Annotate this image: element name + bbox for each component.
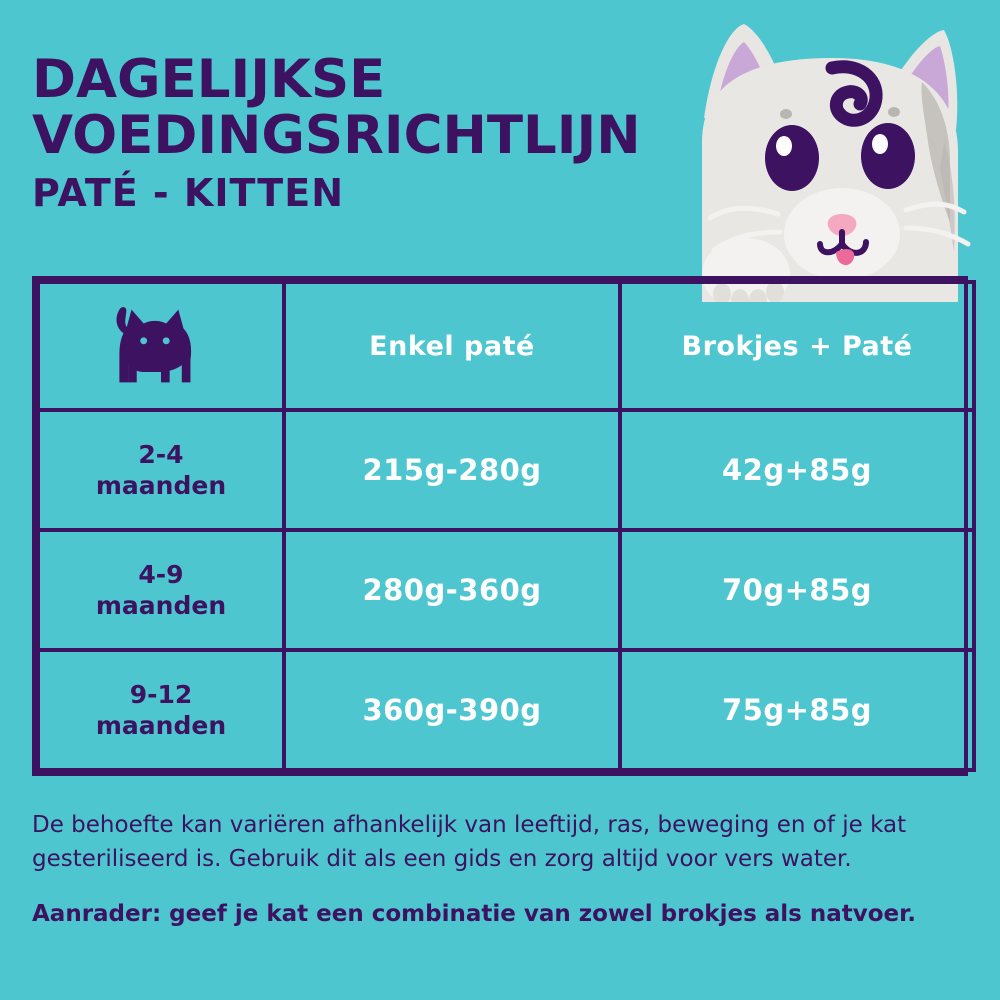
title-line-1: DAGELIJKSE [32,49,386,110]
age-line-1: 9-12 [129,680,193,709]
header-cell-single: Enkel paté [284,282,620,410]
age-cell [38,410,284,530]
title-subtitle: PATÉ - KITTEN [32,171,344,215]
value-cell-mixed: 42g+85g [620,410,974,530]
cat-silhouette-icon [109,377,213,394]
footnotes [32,808,962,930]
disclaimer-text: De behoefte kan variëren afhankelijk van leeftijd, ras, beweging en of je kat gesteriliseerd is. Gebruik dit als een gids en zorg altijd voor vers water. [32,812,907,872]
table-row [38,530,974,650]
value-cell-single: 360g-390g [284,650,620,770]
title-line-2: VOEDINGSRICHTLIJN [32,105,641,166]
cat-silhouette-cell [38,282,284,410]
age-line-1: 2-4 [138,440,184,469]
age-line-2: maanden [95,591,227,620]
value-cell-mixed: 75g+85g [620,650,974,770]
value-cell-mixed: 70g+85g [620,530,974,650]
age-line-1: 4-9 [138,560,184,589]
age-cell [38,650,284,770]
feeding-guide-table [32,276,968,776]
value-cell-single: 280g-360g [284,530,620,650]
age-cell [38,530,284,650]
header-cell-mixed: Brokjes + Paté [620,282,974,410]
age-line-2: maanden [95,711,227,740]
table-row [38,410,974,530]
recommendation-text: Aanrader: geef je kat een combinatie van zowel brokjes als natvoer. [32,901,916,927]
age-line-2: maanden [95,471,227,500]
table-header-row [38,282,974,410]
table-row [38,650,974,770]
value-cell-single: 215g-280g [284,410,620,530]
page-title [32,49,732,216]
